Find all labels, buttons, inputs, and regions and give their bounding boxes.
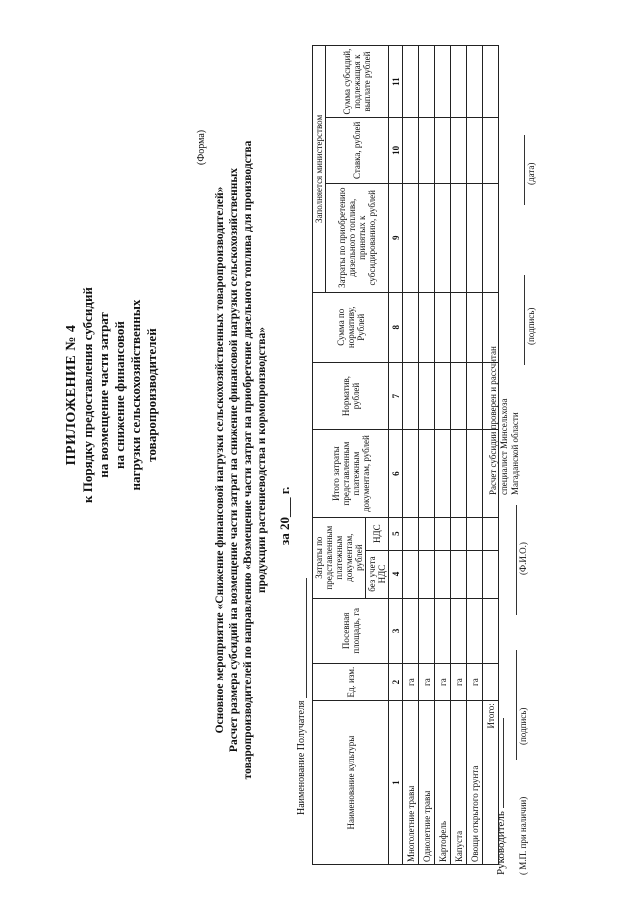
cell-input[interactable] [435, 46, 451, 118]
note-line: Расчет субсидии проверен и рассчитан [488, 346, 498, 495]
table-row [419, 46, 435, 865]
col-number: 3 [389, 598, 403, 664]
cell-input[interactable] [403, 430, 419, 517]
title-line: Расчет размера субсидий на возмещение части затрат на снижение финансовой нагрузки сельскохозяйственных [228, 167, 240, 753]
col-number: 7 [389, 362, 403, 430]
col-header-area: Посевная площадь, га [313, 598, 389, 664]
cell-input[interactable] [483, 46, 499, 118]
sign-line [516, 650, 517, 760]
specialist-signature-caption: (подпись) [526, 307, 536, 345]
subsidy-table [312, 45, 499, 865]
header-line: к Порядку предоставления субсидий [80, 287, 95, 503]
cell-input[interactable] [451, 183, 467, 292]
date-caption: (дата) [526, 162, 536, 185]
cell-input[interactable] [483, 664, 499, 701]
cell-input[interactable] [451, 430, 467, 517]
header-line: товаропроизводителей [144, 328, 159, 462]
cell-input[interactable] [403, 183, 419, 292]
header-line: нагрузки сельскохозяйственных [128, 299, 143, 491]
col-header-ministry: Заполняется министерством [313, 46, 326, 293]
note-line: специалист Минсельхоза [499, 398, 509, 495]
cell-input[interactable] [419, 46, 435, 118]
cell-input[interactable] [467, 430, 483, 517]
col-number: 10 [389, 118, 403, 184]
total-label: Итого: [483, 701, 499, 865]
table-row [451, 46, 467, 865]
col-number: 1 [389, 701, 403, 865]
cell-input[interactable] [435, 598, 451, 664]
crop-name: Однолетние травы [419, 701, 435, 865]
col-number: 5 [389, 517, 403, 550]
col-number: 9 [389, 183, 403, 292]
cell-input[interactable] [419, 118, 435, 184]
verification-note [488, 346, 521, 495]
appendix-header [64, 135, 160, 655]
crop-unit: га [435, 664, 451, 701]
cell-input[interactable] [419, 430, 435, 517]
crop-name: Многолетние травы [403, 701, 419, 865]
col-header-unit: Ед. изм. [313, 664, 389, 701]
cell-input[interactable] [451, 517, 467, 550]
crop-unit: га [467, 664, 483, 701]
col-number: 11 [389, 46, 403, 118]
cell-input[interactable] [435, 118, 451, 184]
head-label: Руководитель [495, 811, 507, 875]
note-line: Магаданской области [510, 412, 520, 495]
date-line [524, 135, 525, 205]
table-row [435, 46, 451, 865]
col-number: 6 [389, 430, 403, 517]
cell-input[interactable] [419, 292, 435, 362]
cell-input[interactable] [403, 550, 419, 598]
crop-unit: га [419, 664, 435, 701]
cell-input[interactable] [483, 183, 499, 292]
period-label: за 20___ г. [277, 486, 292, 545]
cell-input[interactable] [419, 517, 435, 550]
cell-input[interactable] [403, 517, 419, 550]
col-header-vat: НДС [366, 517, 389, 550]
cell-input[interactable] [403, 46, 419, 118]
header-line: на возмещение части затрат [96, 312, 111, 478]
recipient-line [306, 578, 307, 698]
table-row [403, 46, 419, 865]
cell-input[interactable] [483, 598, 499, 664]
cell-input[interactable] [467, 46, 483, 118]
crop-unit: га [403, 664, 419, 701]
fio-caption: (Ф.И.О.) [518, 542, 528, 575]
cell-input[interactable] [435, 430, 451, 517]
col-header-fuel-costs: Затраты по приобретению дизельного топлива, принятых к субсидированию, рублей [326, 183, 389, 292]
recipient-field [296, 578, 307, 815]
cell-input[interactable] [451, 362, 467, 430]
cell-input[interactable] [451, 118, 467, 184]
cell-input[interactable] [451, 598, 467, 664]
crop-name: Овощи открытого грунта [467, 701, 483, 865]
col-header-norm-sum: Сумма по нормативу, Рублей [313, 292, 389, 362]
cell-input[interactable] [435, 292, 451, 362]
fio-line [516, 505, 517, 615]
cell-input[interactable] [451, 46, 467, 118]
cell-input[interactable] [419, 598, 435, 664]
col-header-costs: Затраты по представленным платежным документам, рублей [313, 517, 366, 598]
specialist-sign-line [524, 275, 525, 365]
document-titles [213, 100, 269, 820]
table-row [467, 46, 483, 865]
cell-input[interactable] [451, 292, 467, 362]
head-sign-line [503, 718, 504, 808]
cell-input[interactable] [435, 362, 451, 430]
col-header-crop: Наименование культуры [313, 701, 389, 865]
cell-input[interactable] [435, 550, 451, 598]
cell-input[interactable] [467, 517, 483, 550]
crop-name: Капуста [451, 701, 467, 865]
col-header-no-vat: без учета НДС [366, 550, 389, 598]
col-header-total-costs: Итого затраты представленным платежным документам, рублей [313, 430, 389, 517]
cell-input[interactable] [483, 517, 499, 550]
cell-input[interactable] [419, 550, 435, 598]
cell-input[interactable] [467, 292, 483, 362]
col-number: 2 [389, 664, 403, 701]
cell-input[interactable] [467, 118, 483, 184]
form-label: (Форма) [196, 129, 207, 165]
cell-input[interactable] [403, 362, 419, 430]
cell-input[interactable] [483, 118, 499, 184]
cell-input[interactable] [435, 517, 451, 550]
cell-input[interactable] [467, 362, 483, 430]
appendix-title: ПРИЛОЖЕНИЕ № 4 [64, 324, 79, 466]
title-line: продукции растениеводства и кормопроизводства» [256, 327, 268, 593]
recipient-label: Наименование Получателя [296, 700, 307, 815]
cell-input[interactable] [403, 292, 419, 362]
cell-input[interactable] [467, 598, 483, 664]
cell-input[interactable] [435, 183, 451, 292]
crop-name: Картофель [435, 701, 451, 865]
col-number: 8 [389, 292, 403, 362]
cell-input[interactable] [403, 118, 419, 184]
cell-input[interactable] [467, 183, 483, 292]
cell-input[interactable] [419, 183, 435, 292]
col-header-subsidy: Сумма субсидий, подлежащая к выплате рублей [326, 46, 389, 118]
cell-input[interactable] [483, 550, 499, 598]
cell-input[interactable] [451, 550, 467, 598]
header-line: на снижение финансовой [112, 321, 127, 469]
cell-input[interactable] [467, 550, 483, 598]
col-header-rate: Ставка, рублей [326, 118, 389, 184]
stamp-note: ( М.П. при наличии) [518, 796, 528, 875]
cell-input[interactable] [419, 362, 435, 430]
col-number: 4 [389, 550, 403, 598]
cell-input[interactable] [403, 598, 419, 664]
title-line: товаропроизводителей по направлению «Возмещение части затрат на приобретение дизельного топлива для производства [242, 140, 254, 780]
head-signature [495, 718, 507, 875]
signature-caption: (подпись) [518, 707, 528, 745]
column-numbers-row [389, 46, 403, 865]
title-line: Основное мероприятие «Снижение финансовой нагрузки сельскохозяйственных товаропроизводителей» [214, 186, 226, 734]
crop-unit: га [451, 664, 467, 701]
col-header-norm: Норматив, рублей [313, 362, 389, 430]
